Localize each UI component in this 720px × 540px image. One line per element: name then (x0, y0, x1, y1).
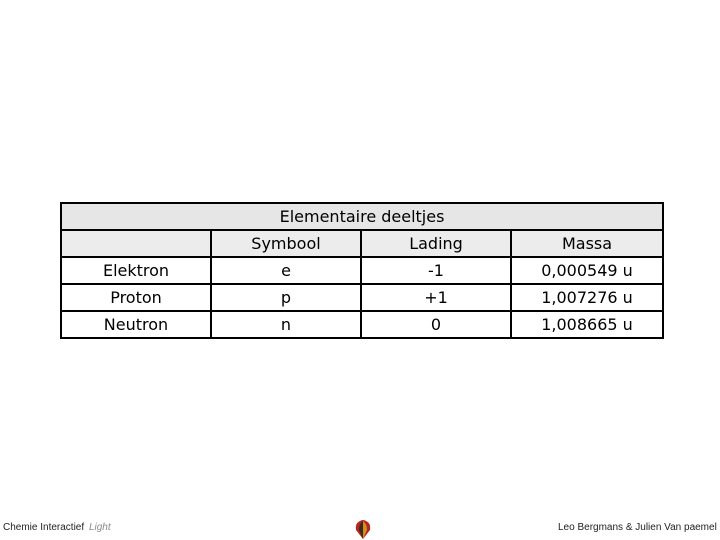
row-symbol: e (211, 257, 361, 284)
row-mass: 0,000549 u (511, 257, 663, 284)
row-mass: 1,008665 u (511, 311, 663, 338)
footer-brand-light: Light (88, 522, 111, 533)
table-row (61, 311, 663, 338)
leaf-logo-icon (353, 518, 373, 540)
row-charge: 0 (361, 311, 511, 338)
row-symbol: n (211, 311, 361, 338)
header-charge: Lading (361, 230, 511, 257)
row-name: Elektron (61, 257, 211, 284)
table-row (61, 257, 663, 284)
row-name: Neutron (61, 311, 211, 338)
elementary-particles-table (60, 202, 664, 339)
table-title: Elementaire deeltjes (61, 203, 663, 230)
row-charge: -1 (361, 257, 511, 284)
table-header-row (61, 230, 663, 257)
header-symbol: Symbool (211, 230, 361, 257)
row-mass: 1,007276 u (511, 284, 663, 311)
header-empty-cell (61, 230, 211, 257)
footer-brand (3, 522, 111, 533)
row-charge: +1 (361, 284, 511, 311)
header-mass: Massa (511, 230, 663, 257)
footer-authors: Leo Bergmans & Julien Van paemel (558, 522, 717, 533)
footer-brand-main: Chemie Interactief (3, 522, 85, 533)
row-symbol: p (211, 284, 361, 311)
table-title-row (61, 203, 663, 230)
table-row (61, 284, 663, 311)
row-name: Proton (61, 284, 211, 311)
